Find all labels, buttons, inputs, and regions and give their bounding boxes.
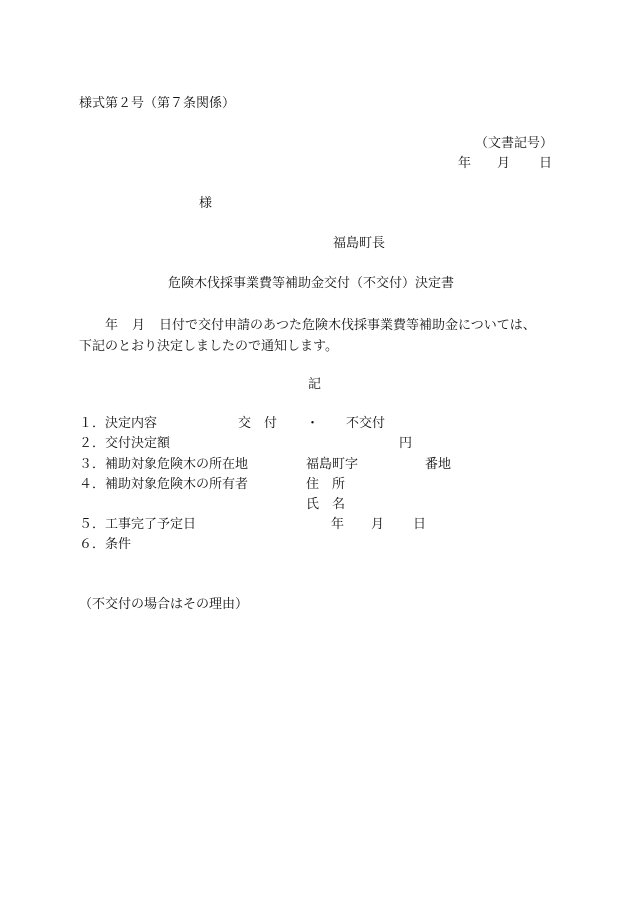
item4-name-label: 氏 名	[306, 497, 346, 512]
body-text-line1: 日付で交付申請のあつた危険木伐採事業費等補助金については、	[159, 318, 536, 333]
document-title: 危険木伐採事業費等補助金交付（不交付）決定書	[168, 276, 455, 291]
item1-option-nongrant: 不交付	[346, 416, 386, 431]
ki-heading: 記	[308, 377, 322, 392]
date-month: 月	[497, 156, 511, 171]
item5-month: 月	[371, 517, 385, 532]
body-month: 月	[132, 318, 146, 333]
item5-day: 日	[413, 517, 427, 532]
body-text-line2: 下記のとおり決定しましたので通知します。	[79, 339, 338, 354]
item1-separator: ・	[306, 416, 320, 431]
item4-address-label: 住 所	[306, 477, 346, 492]
date-year: 年	[458, 156, 472, 171]
item6-label: ６．条件	[79, 537, 132, 552]
item2-label: ２．交付決定額	[79, 436, 171, 451]
item5-label: ５．工事完了予定日	[79, 517, 197, 532]
item3-label: ３．補助対象危険木の所在地	[79, 457, 249, 472]
form-number: 様式第２号（第７条関係）	[79, 96, 236, 111]
body-year: 年	[105, 318, 119, 333]
addressee-suffix: 様	[199, 196, 213, 211]
item3-place: 福島町字	[306, 457, 359, 472]
item1-option-grant: 交 付	[238, 416, 278, 431]
item5-year: 年	[331, 517, 345, 532]
document-number: （文書記号）	[475, 136, 554, 151]
date-day: 日	[539, 156, 553, 171]
reason-note: （不交付の場合はその理由）	[79, 597, 249, 612]
item2-unit: 円	[399, 436, 413, 451]
item1-label: １．決定内容	[79, 416, 158, 431]
item4-label: ４．補助対象危険木の所有者	[79, 477, 249, 492]
issuer: 福島町長	[333, 236, 386, 251]
item3-banchi: 番地	[425, 457, 452, 472]
